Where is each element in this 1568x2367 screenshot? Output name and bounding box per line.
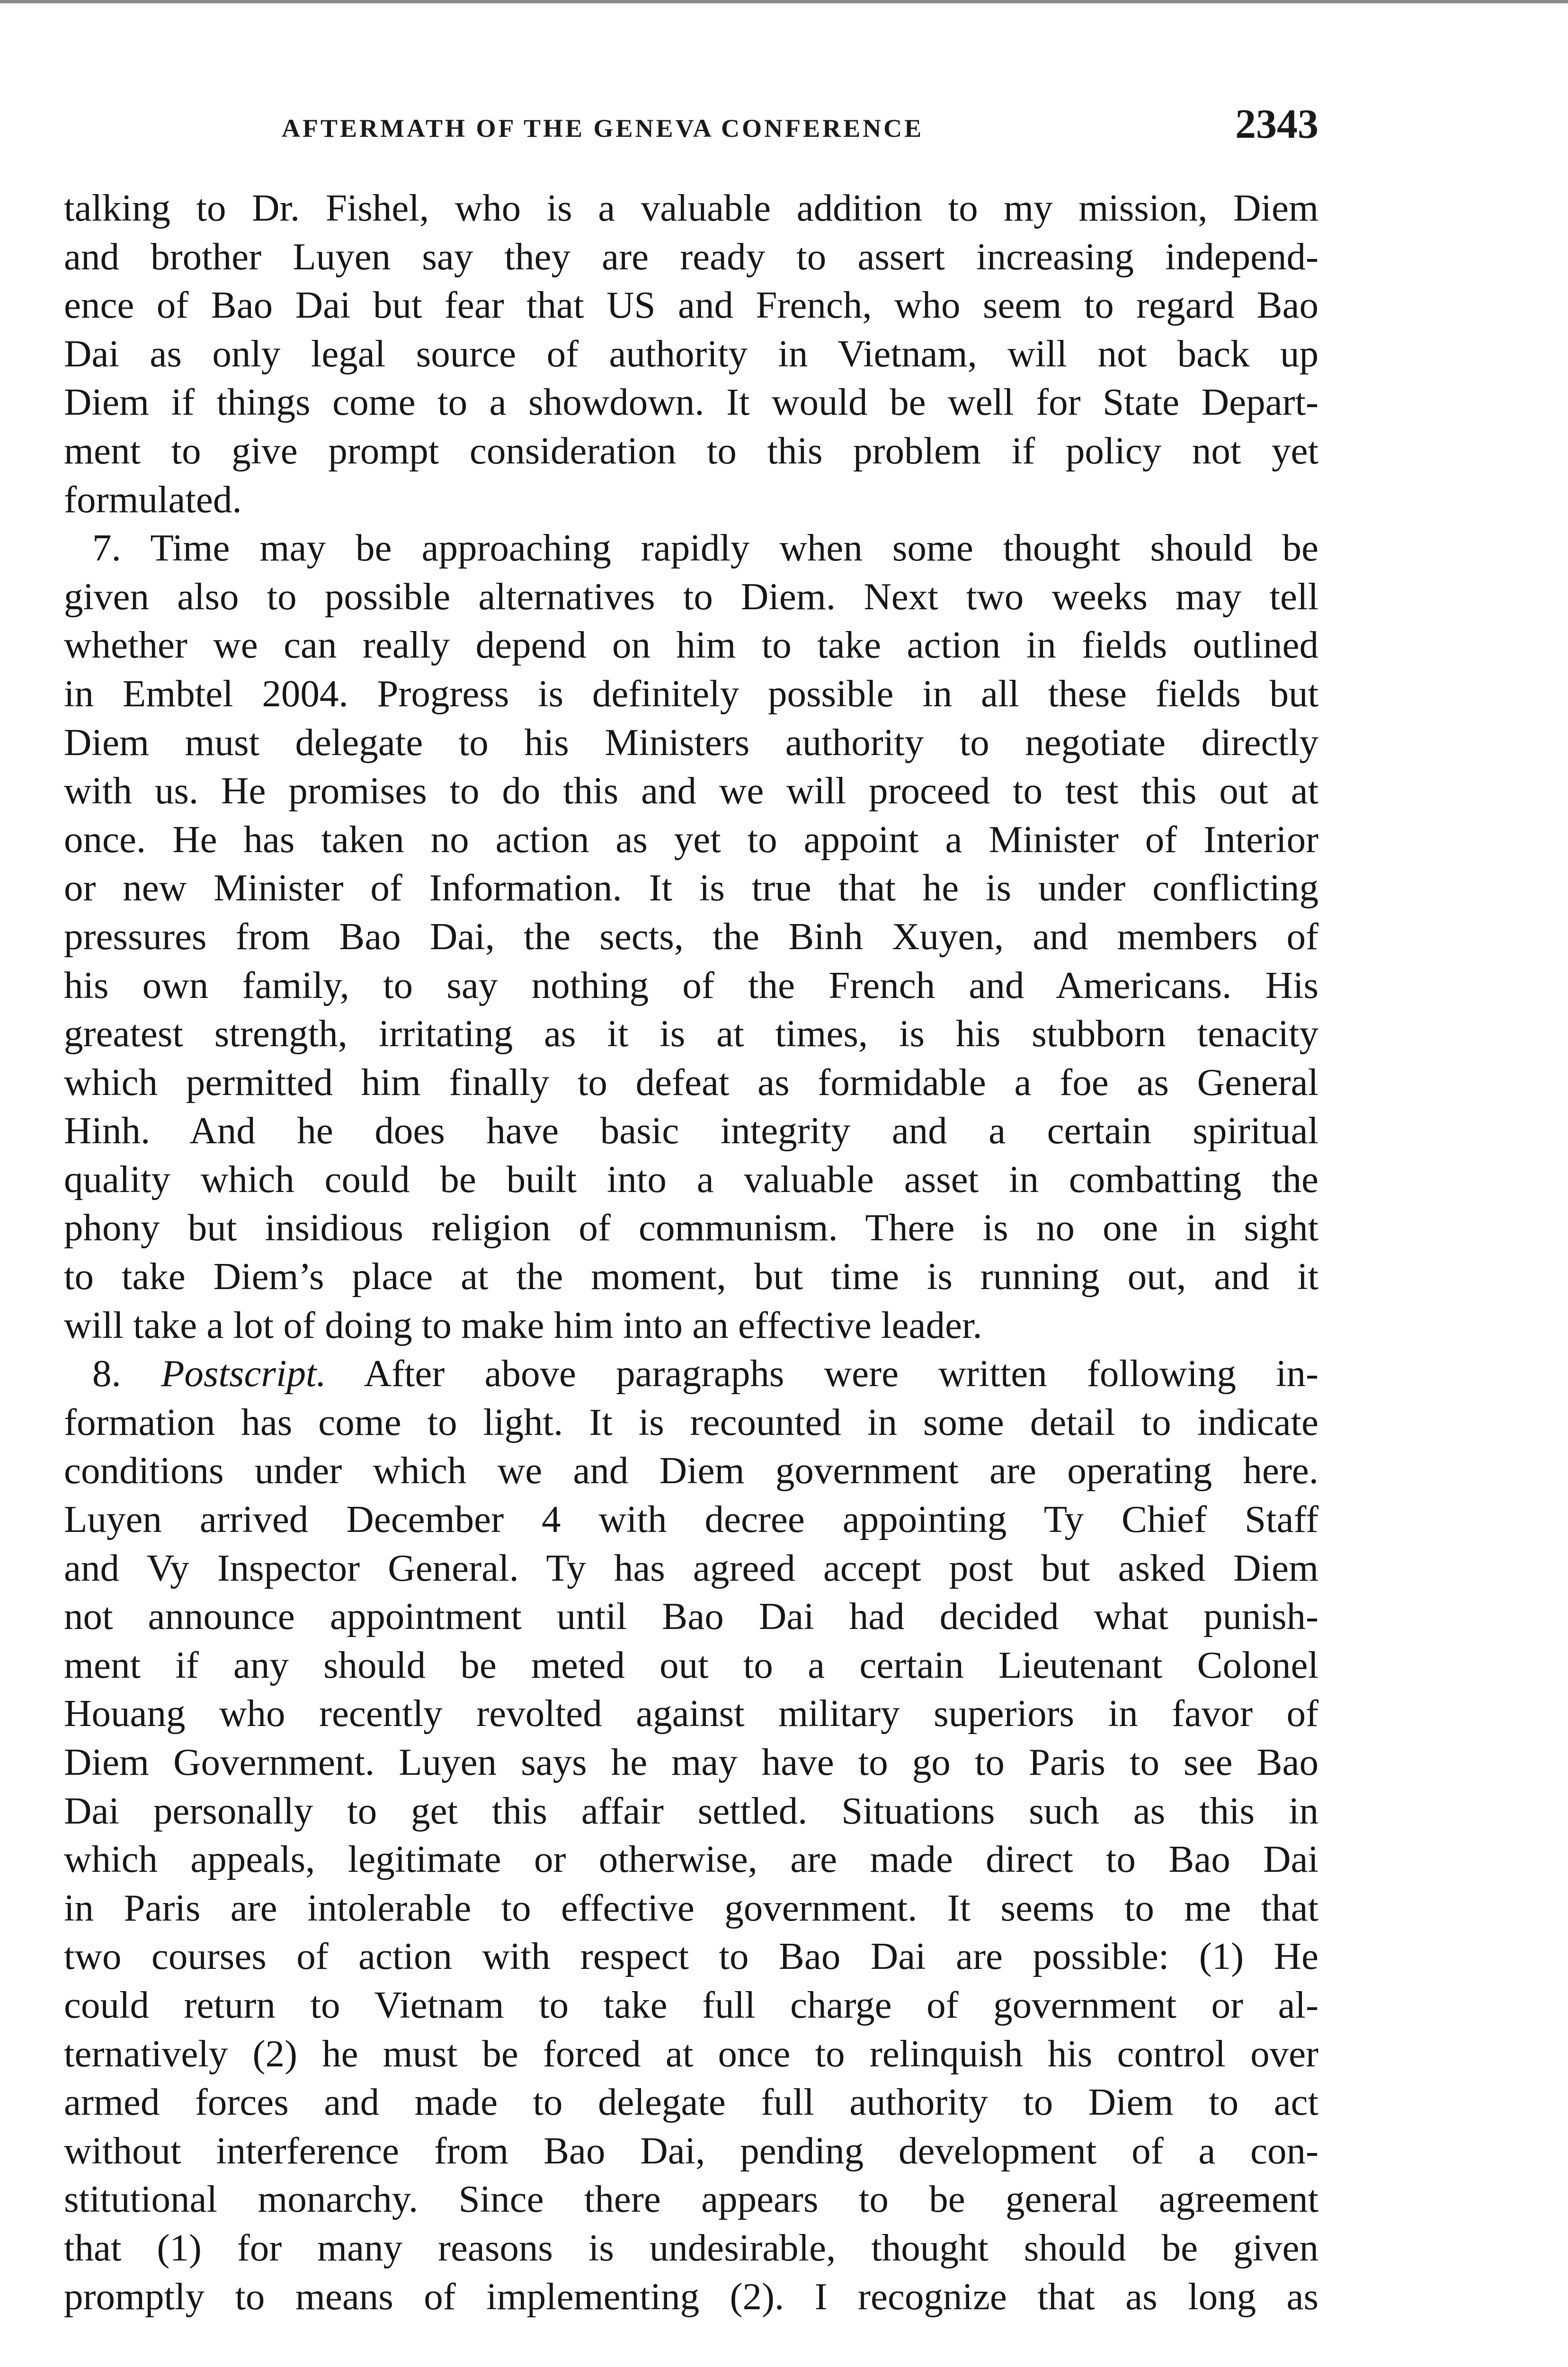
text-line: ternatively (2) he must be forced at once to relinquish his control over xyxy=(64,2032,1319,2075)
text-line: with us. He promises to do this and we will proceed to test this out at xyxy=(64,769,1319,812)
paragraph-8-start xyxy=(64,1349,1319,1398)
text-line: Luyen arrived December 4 with decree appointing Ty Chief Staff xyxy=(64,1498,1319,1541)
running-title: AFTERMATH OF THE GENEVA CONFERENCE xyxy=(282,114,924,142)
text-line: greatest strength, irritating as it is at times, is his stubborn tenacity xyxy=(64,1012,1319,1055)
text-line: not announce appointment until Bao Dai had decided what punish- xyxy=(64,1595,1319,1638)
text-line: Diem must delegate to his Ministers authority to negotiate directly xyxy=(64,721,1319,764)
text-line: two courses of action with respect to Bao Dai are possible: (1) He xyxy=(64,1935,1319,1978)
text-line: promptly to means of implementing (2). I recognize that as long as xyxy=(64,2275,1319,2318)
text-line: ence of Bao Dai but fear that US and French, who seem to regard Bao xyxy=(64,284,1319,327)
text-line: formulated. xyxy=(64,478,242,521)
text-line: that (1) for many reasons is undesirable, thought should be given xyxy=(64,2226,1319,2269)
text-line: talking to Dr. Fishel, who is a valuable addition to my mission, Diem xyxy=(64,187,1319,229)
text-line: whether we can really depend on him to take action in fields outlined xyxy=(64,623,1319,667)
text-line: ment if any should be meted out to a certain Lieutenant Colonel xyxy=(64,1643,1319,1686)
scan-edge-rule xyxy=(0,0,1568,3)
text-line: Diem Government. Luyen says he may have to go to Paris to see Bao xyxy=(64,1741,1319,1783)
text-line: Hinh. And he does have basic integrity and a certain spiritual xyxy=(64,1109,1319,1152)
text-line: will take a lot of doing to make him into an effective leader. xyxy=(64,1303,982,1346)
text-line: quality which could be built into a valuable asset in combatting the xyxy=(64,1157,1319,1201)
text-line: without interference from Bao Dai, pending development of a con- xyxy=(64,2129,1319,2172)
text-line: Diem if things come to a showdown. It would be well for State Depart- xyxy=(64,381,1319,424)
text-line: stitutional monarchy. Since there appears to be general agreement xyxy=(64,2178,1319,2221)
text-line: pressures from Bao Dai, the sects, the Binh Xuyen, and members of xyxy=(64,915,1319,958)
text-line: and Vy Inspector General. Ty has agreed accept post but asked Diem xyxy=(64,1546,1319,1589)
text-line: given also to possible alternatives to Diem. Next two weeks may tell xyxy=(64,575,1319,618)
text-line: conditions under which we and Diem government are operating here. xyxy=(64,1449,1319,1492)
text-line: armed forces and made to delegate full authority to Diem to act xyxy=(64,2081,1319,2124)
text-line: formation has come to light. It is recounted in some detail to indicate xyxy=(64,1400,1319,1443)
text-line: Houang who recently revolted against military superiors in favor of xyxy=(64,1692,1319,1735)
text-line: which appeals, legitimate or otherwise, are made direct to Bao Dai xyxy=(64,1838,1319,1881)
text-line: in Embtel 2004. Progress is definitely possible in all these fields but xyxy=(64,672,1319,715)
paragraph-7-start: 7. Time may be approaching rapidly when some thought should be xyxy=(92,526,1319,570)
text-line: Dai as only legal source of authority in Vietnam, will not back up xyxy=(64,332,1319,375)
text-line: his own family, to say nothing of the French and Americans. His xyxy=(64,963,1319,1006)
text-line: could return to Vietnam to take full charge of government or al- xyxy=(64,1983,1319,2026)
text-line: which permitted him finally to defeat as formidable a foe as General xyxy=(64,1060,1319,1103)
paragraph-number: 8. xyxy=(92,1352,161,1395)
text-line: in Paris are intolerable to effective government. It seems to me that xyxy=(64,1886,1319,1929)
text-line: and brother Luyen say they are ready to assert increasing independ- xyxy=(64,235,1319,278)
postscript-label: Postscript. xyxy=(160,1352,326,1395)
text-line: ment to give prompt consideration to this problem if policy not yet xyxy=(64,429,1319,472)
text-line: or new Minister of Information. It is true that he is under conflicting xyxy=(64,866,1319,909)
body-text xyxy=(64,184,1319,2321)
text-line: phony but insidious religion of communism. There is no one in sight xyxy=(64,1206,1319,1249)
page-header xyxy=(64,100,1319,152)
text-line: Dai personally to get this affair settled. Situations such as this in xyxy=(64,1789,1319,1832)
text-line: once. He has taken no action as yet to appoint a Minister of Interior xyxy=(64,818,1319,861)
page-number: 2343 xyxy=(1235,101,1319,147)
text-line: to take Diem’s place at the moment, but time is running out, and it xyxy=(64,1255,1319,1298)
text-fragment: After above paragraphs were written following in- xyxy=(326,1352,1319,1395)
